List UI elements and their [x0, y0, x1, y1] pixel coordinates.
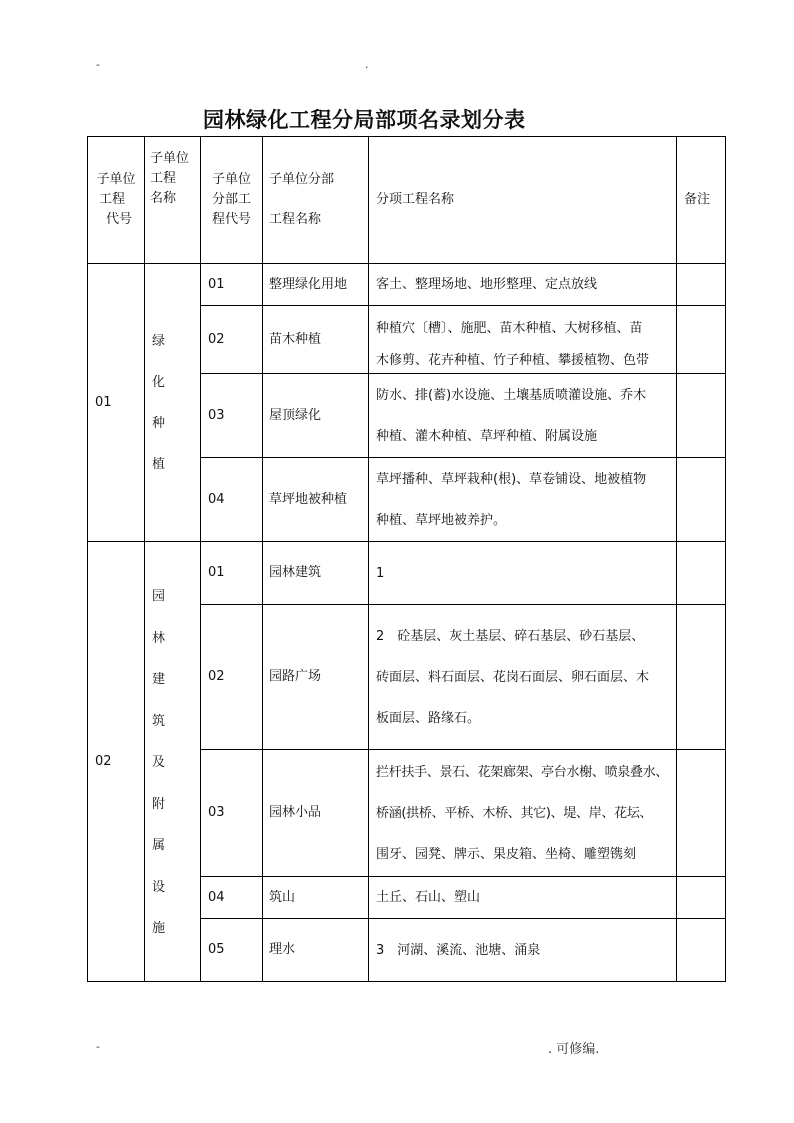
items-line: 1: [376, 565, 385, 581]
document-title: 园林绿化工程分局部项名录划分表: [203, 108, 526, 132]
unit-name-cell: [145, 264, 201, 542]
sub-code-cell: 03: [201, 374, 263, 458]
items-cell: [369, 264, 677, 306]
items-line: 客土、整理场地、地形整理、定点放线: [376, 277, 598, 292]
unit-name-char: 设: [152, 879, 166, 895]
header-text: 工程: [150, 171, 177, 186]
sub-name-cell: 屋顶绿化: [263, 374, 369, 458]
items-cell: [369, 542, 677, 605]
page-header-left-mark: -: [96, 58, 100, 71]
unit-name-char: 化: [152, 374, 166, 390]
table-row: [88, 264, 726, 306]
header-text: 代号: [105, 212, 132, 227]
header-note: 备注: [677, 137, 726, 264]
sub-code-cell: 03: [201, 750, 263, 877]
items-line: 种植穴〔槽〕、施肥、苗木种植、大树移植、苗: [376, 321, 643, 336]
header-unit-name: [145, 137, 201, 264]
unit-name-char: 植: [152, 456, 166, 472]
note-cell: [677, 877, 726, 919]
header-text: 分部工: [211, 192, 251, 207]
unit-name-char: 施: [152, 921, 166, 936]
page-footer-left-mark: -: [96, 1040, 100, 1053]
items-cell: [369, 605, 677, 750]
items-line: 土丘、石山、塑山: [376, 890, 481, 905]
header-text: 程代号: [211, 212, 251, 227]
sub-name-cell: 园路广场: [263, 605, 369, 750]
items-line: 砖面层、料石面层、花岗石面层、卵石面层、木: [376, 669, 650, 685]
sub-name-cell: 筑山: [263, 877, 369, 919]
unit-name-cell: [145, 542, 201, 982]
classification-table: [87, 136, 726, 982]
unit-name-char: 建: [152, 672, 166, 687]
sub-name-cell: 理水: [263, 919, 369, 982]
header-items: 分项工程名称: [369, 137, 677, 264]
note-cell: [677, 542, 726, 605]
page-footer-editable-note: . 可修编.: [548, 1042, 600, 1057]
items-cell: [369, 458, 677, 542]
sub-code-cell: 01: [201, 542, 263, 605]
header-text: 工程: [98, 192, 125, 207]
header-text: 名称: [150, 191, 177, 206]
sub-code-cell: 04: [201, 877, 263, 919]
sub-code-cell: 05: [201, 919, 263, 982]
unit-name-char: 属: [152, 838, 166, 853]
header-text: 子单位: [150, 151, 190, 166]
items-cell: [369, 877, 677, 919]
note-cell: [677, 458, 726, 542]
items-cell: [369, 306, 677, 374]
unit-name-char: 附: [152, 796, 166, 812]
items-line: 草坪播种、草坪栽种(根)、草卷铺设、地被植物: [376, 471, 647, 487]
header-text: 子单位: [211, 172, 251, 187]
note-cell: [677, 750, 726, 877]
sub-name-cell: 草坪地被种植: [263, 458, 369, 542]
note-cell: [677, 306, 726, 374]
table-header-row: [88, 137, 726, 264]
unit-name-char: 林: [152, 630, 166, 646]
items-line: 桥涵(拱桥、平桥、木桥、其它)、堤、岸、花坛、: [376, 805, 653, 821]
items-line: 木修剪、花卉种植、竹子种植、攀援植物、色带: [376, 353, 650, 368]
unit-name-char: 种: [152, 415, 166, 431]
unit-name-char: 园: [152, 589, 166, 604]
header-text: 子单位分部: [269, 172, 335, 187]
items-cell: [369, 750, 677, 877]
sub-code-cell: 04: [201, 458, 263, 542]
items-line: 围牙、园凳、牌示、果皮箱、坐椅、雕塑镌刻: [376, 846, 637, 862]
page-header-right-mark: .: [365, 58, 369, 71]
unit-name-char: 绿: [152, 333, 166, 349]
note-cell: [677, 605, 726, 750]
unit-code-cell: 01: [88, 264, 145, 542]
table-row: [88, 542, 726, 605]
sub-name-cell: 园林建筑: [263, 542, 369, 605]
items-line: 拦杆扶手、景石、花架廊架、亭台水榭、喷泉叠水、: [376, 764, 669, 780]
sub-name-cell: 苗木种植: [263, 306, 369, 374]
items-line: 板面层、路缘石。: [376, 710, 481, 726]
note-cell: [677, 374, 726, 458]
header-text: 工程名称: [269, 212, 322, 227]
sub-code-cell: 01: [201, 264, 263, 306]
items-line: 种植、草坪地被养护。: [376, 512, 507, 528]
items-line: 2 砼基层、灰土基层、碎石基层、砂石基层、: [376, 628, 645, 644]
header-text: 子单位: [96, 172, 136, 187]
items-line: 种植、灌木种植、草坪种植、附属设施: [376, 428, 598, 444]
sub-name-cell: 整理绿化用地: [263, 264, 369, 306]
items-line: 3 河湖、溪流、池塘、涌泉: [376, 942, 541, 958]
items-cell: [369, 374, 677, 458]
sub-name-cell: 园林小品: [263, 750, 369, 877]
header-unit-code: [88, 137, 145, 264]
unit-name-char: 筑: [152, 713, 166, 729]
sub-code-cell: 02: [201, 306, 263, 374]
note-cell: [677, 264, 726, 306]
items-line: 防水、排(蓄)水设施、土壤基质喷灌设施、乔木: [376, 387, 647, 403]
items-clip: [376, 306, 672, 373]
sub-code-cell: 02: [201, 605, 263, 750]
header-sub-code: [201, 137, 263, 264]
items-cell: [369, 919, 677, 982]
unit-name-char: 及: [152, 755, 166, 770]
note-cell: [677, 919, 726, 982]
header-sub-name: [263, 137, 369, 264]
unit-code-cell: 02: [88, 542, 145, 982]
